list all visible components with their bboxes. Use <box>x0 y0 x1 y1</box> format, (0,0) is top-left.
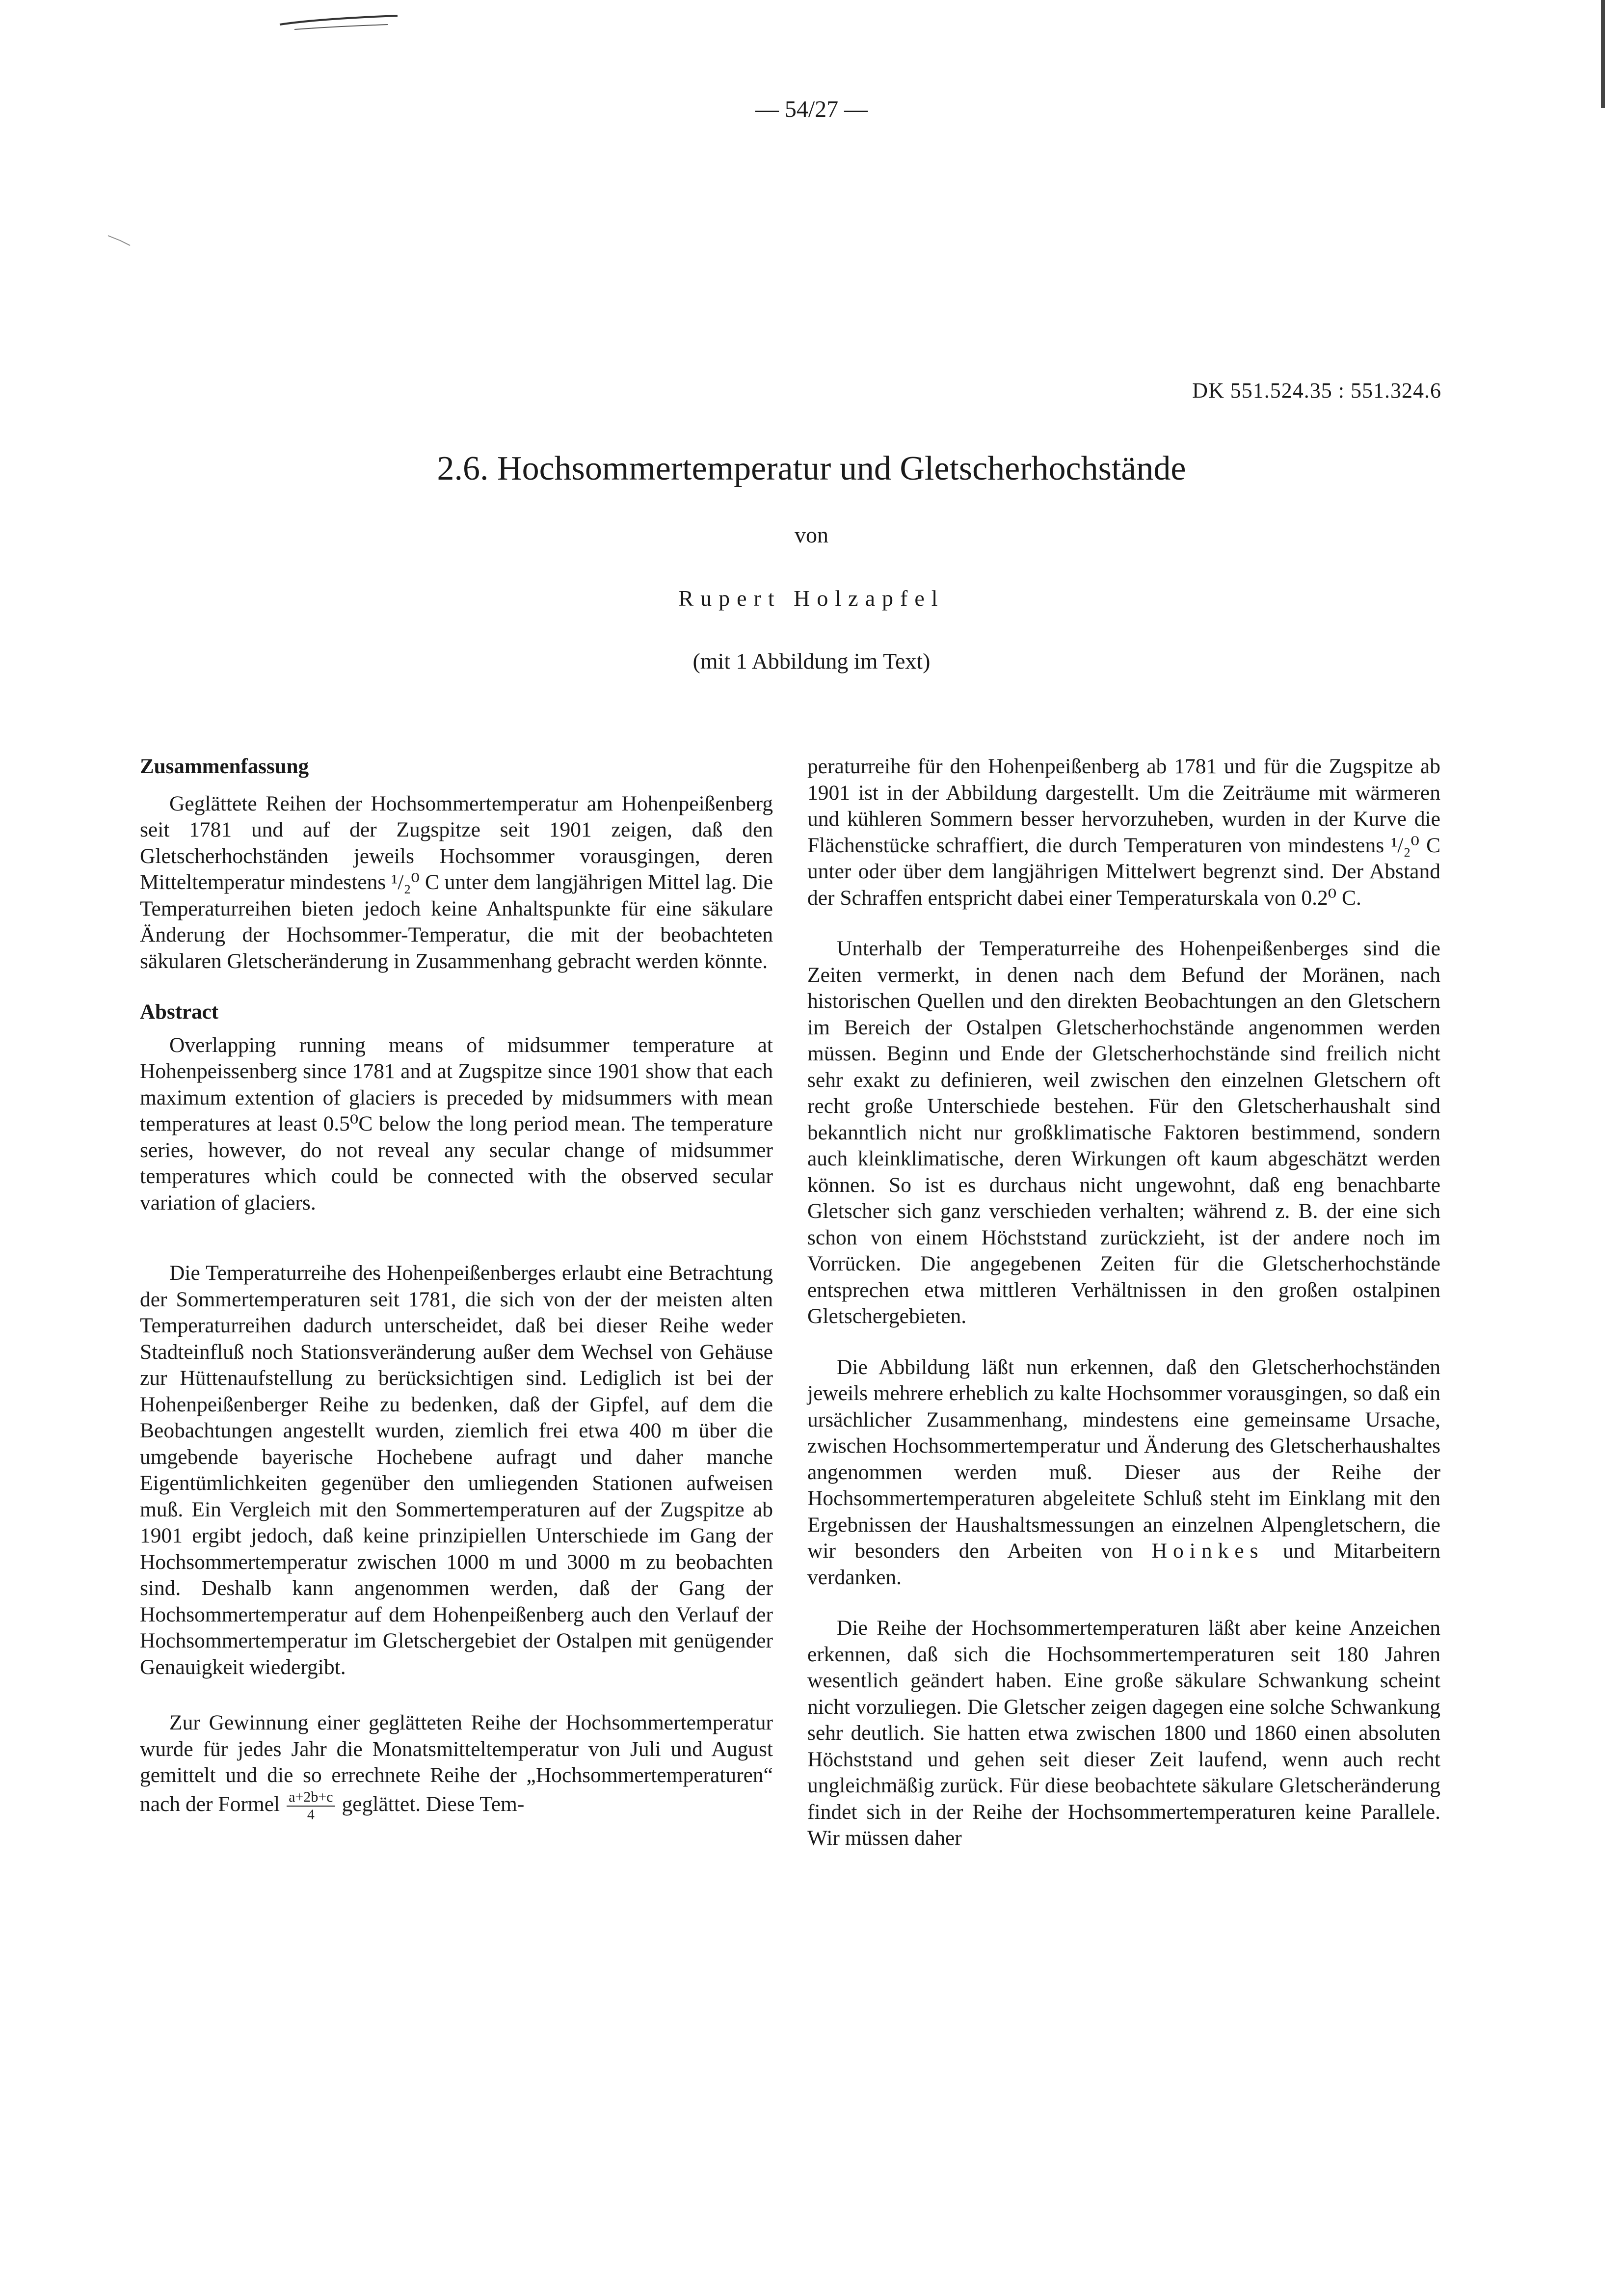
body-paragraph-formula <box>140 1710 773 1823</box>
scan-edge-right <box>1601 0 1605 108</box>
left-column <box>140 754 773 1823</box>
zusammenfassung-heading: Zusammenfassung <box>140 755 309 778</box>
abstract-heading: Abstract <box>140 1000 219 1024</box>
body-paragraph: peraturreihe für den Hohenpeißenberg ab 1781 und für die Zugspitze ab 1901 ist in der Abbildung dargestellt. Um die Zeiträume mit wärmeren und kühleren Sommern besser hervorzuheben, wurden in der Kurve die Flächenstücke schraffiert, die durch Temperaturen von mindestens ¹/₂⁰ C unter oder über dem langjährigen Mittelwert begrenzt sind. Der Abstand der Schraffen entspricht dabei einer Temperaturskala von 0.2⁰ C. <box>807 755 1440 910</box>
page-number: — 54/27 — <box>755 96 868 122</box>
zusammenfassung-text: Geglättete Reihen der Hochsommertemperatur am Hohenpeißenberg seit 1781 und auf der Zugspitze seit 1901 zeigen, daß den Gletscherhochständen jeweils Hochsommer vorausgingen, deren Mitteltemperatur mindestens ¹/₂⁰ C unter dem langjährigen Mittel lag. Die Temperaturreihen bieten jedoch keine Anhaltspunkte für eine säkulare Änderung der Hochsommer-Temperatur, die mit der beobachteten säkularen Gletscheränderung in Zusammenhang gebracht werden könnte. <box>140 791 773 973</box>
paragraph-text: und Mitarbeitern verdanken. <box>807 1539 1441 1589</box>
by-line: von <box>795 522 828 547</box>
figure-note: (mit 1 Abbildung im Text) <box>692 648 931 674</box>
classification-code: DK 551.524.35 : 551.324.6 <box>1192 378 1441 403</box>
formula-lead-text: Zur Gewinnung einer geglätteten Reihe der Hochsommertemperatur wurde für jedes Jahr die Monatsmitteltemperatur von Juli und August gemittelt und die so errechnete Reihe der „Hochsommertemperaturen“ nach der Formel <box>140 1711 773 1816</box>
body-paragraph: Die Temperaturreihe des Hohenpeißenberges erlaubt eine Betrachtung der Sommertemperaturen seit 1781, die sich von der der meisten alten Temperaturreihen dadurch unterscheidet, daß bei dieser Reihe weder Stadteinfluß noch Stationsveränderung außer dem Wechsel von Gehäuse zur Hüttenaufstellung zu berücksichtigen sind. Lediglich ist bei der Hohenpeißenberger Reihe zu bedenken, daß der Gipfel, auf dem die Beobachtungen angestellt wurden, ziemlich frei etwa 400 m über die umgebende bayerische Hochebene aufragt und daher manche Eigentümlichkeiten gegenüber den umliegenden Stationen aufweisen muß. Ein Vergleich mit den Sommertemperaturen auf der Zugspitze ab 1901 ergibt jedoch, daß keine prinzipiellen Unterschiede im Gang der Hochsommertemperatur zwischen 1000 m und 3000 m zu beobachten sind. Deshalb kann angenommen werden, daß der Gang der Hochsommertemperatur auf dem Hohenpeißenberg auch den Verlauf der Hochsommertemperatur im Gletschergebiet der Ostalpen mit genügender Genauigkeit wiedergibt. <box>140 1261 773 1679</box>
formula-denominator: 4 <box>307 1806 315 1823</box>
formula <box>287 1789 335 1823</box>
body-paragraph: Unterhalb der Temperaturreihe des Hohenpeißenberges sind die Zeiten vermerkt, in denen nach dem Befund der Moränen, nach historischen Quellen und den direkten Beobachtungen an den Gletschern im Bereich der Ostalpen Gletscherhochstände angenommen werden müssen. Beginn und Ende der Gletscherhochstände sind freilich nicht sehr exakt zu definieren, weil zwischen den einzelnen Gletschern oft recht große Unterschiede bestehen. Für den Gletscherhaushalt sind bekanntlich nicht nur großklimatische Faktoren bestimmend, sondern auch kleinklimatische, deren Wirkungen oft kaum abgeschätzt werden können. So ist es durchaus nicht ungewohnt, daß eng benachbarte Gletscher sich ganz verschieden verhalten; während z. B. der eine sich schon von einem Höchststand zurückzieht, ist der andere noch im Vorrücken. Die angegebenen Zeiten für die Gletscherhochstände entsprechen etwa mittleren Verhältnissen in den großen ostalpinen Gletschergebieten. <box>807 937 1440 1328</box>
cited-author: Hoinkes <box>1151 1539 1264 1563</box>
author-name: Rupert Holzapfel <box>678 586 945 611</box>
formula-trail-text: geglättet. Diese Tem- <box>342 1792 525 1816</box>
paragraph-text: Die Abbildung läßt nun erkennen, daß den Gletscherhochständen jeweils mehrere erheblich zu kalte Hochsommer vorausgingen, so daß ein ursächlicher Zusammenhang, mindestens eine gemeinsame Ursache, zwischen Hochsommertemperatur und Änderung des Gletscherhaushaltes angenommen werden muß. Dieser aus der Reihe der Hochsommertemperaturen abgeleitete Schluß steht im Einklang mit den Ergebnissen der Haushaltsmessungen an einzelnen Alpengletschern, die wir besonders den Arbeiten von <box>807 1355 1440 1563</box>
body-paragraph <box>807 1354 1440 1591</box>
scan-artifact-left <box>106 226 135 255</box>
formula-numerator: a+2b+c <box>287 1789 335 1807</box>
abstract-text: Overlapping running means of midsummer temperature at Hohenpeissenberg since 1781 and at Zugspitze since 1901 show that each maximum extention of glaciers is preceded by midsummers with mean temperatures at least 0.5⁰C below the long period mean. The temperature series, however, do not reveal any secular change of midsummer temperatures which could be connected with the observed secular variation of glaciers. <box>140 1033 773 1215</box>
scan-artifact-top <box>275 5 402 34</box>
body-paragraph: Die Reihe der Hochsommertemperaturen läßt aber keine Anzeichen erkennen, daß sich die Hochsommertemperaturen seit 180 Jahren wesentlich geändert haben. Eine große säkulare Schwankung scheint nicht vorzuliegen. Die Gletscher zeigen dagegen eine solche Schwankung sehr deutlich. Sie hatten etwa zwischen 1800 und 1860 einen absoluten Höchststand und gehen seit dieser Zeit laufend, wenn auch recht ungleichmäßig zurück. Für diese beobachtete säkulare Gletscheränderung findet sich in der Reihe der Hochsommertemperaturen keine Parallele. Wir müssen daher <box>807 1616 1440 1850</box>
article-title: 2.6. Hochsommertemperatur und Gletscherhochstände <box>437 450 1186 487</box>
right-column <box>807 754 1440 1852</box>
